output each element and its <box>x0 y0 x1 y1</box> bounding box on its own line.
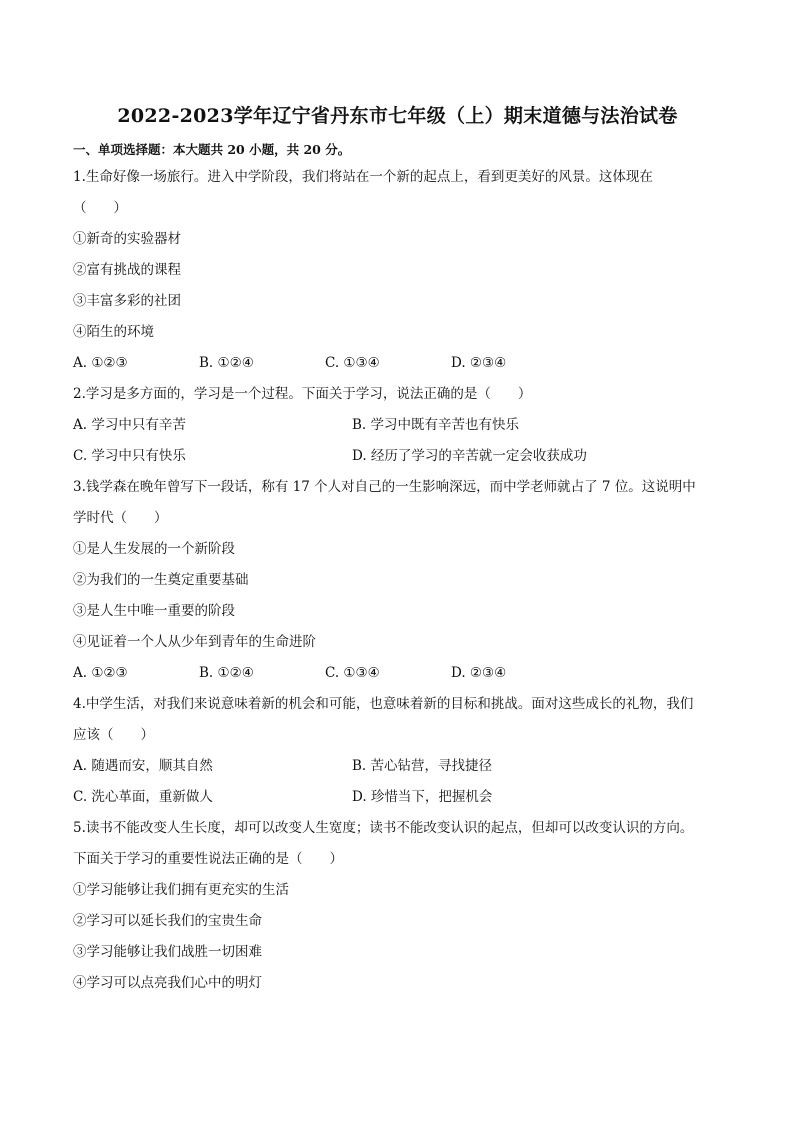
statement-item: ①学习能够让我们拥有更充实的生活 <box>73 882 289 898</box>
statement-item: ①新奇的实验器材 <box>73 231 181 247</box>
option-c: C. 洗心革面，重新做人 <box>73 789 213 805</box>
statement-item: ①是人生发展的一个新阶段 <box>73 541 235 557</box>
option-d: D. 经历了学习的辛苦就一定会收获成功 <box>352 448 587 464</box>
option-c: C. 学习中只有快乐 <box>73 448 186 464</box>
question-3 <box>73 472 722 689</box>
option-a: A. 随遇而安，顺其自然 <box>73 758 213 774</box>
option-c: C. ①③④ <box>325 355 380 371</box>
answer-options <box>73 751 722 813</box>
question-stem-line: 下面关于学习的重要性说法正确的是（ ） <box>73 851 343 867</box>
statement-item: ③是人生中唯一重要的阶段 <box>73 603 235 619</box>
statement-item: ②为我们的一生奠定重要基础 <box>73 572 249 588</box>
option-b: B. 苦心钻营，寻找捷径 <box>352 758 493 774</box>
statement-item: ④见证着一个人从少年到青年的生命进阶 <box>73 634 316 650</box>
section-heading: 一、单项选择题：本大题共 20 小题，共 20 分。 <box>73 142 351 157</box>
page-title: 2022-2023学年辽宁省丹东市七年级（上）期末道德与法治试卷 <box>117 105 678 127</box>
statement-item: ③丰富多彩的社团 <box>73 293 181 309</box>
question-5 <box>73 813 722 999</box>
statement-item: ④学习可以点亮我们心中的明灯 <box>73 975 262 991</box>
question-stem-line: 5.读书不能改变人生长度，却可以改变人生宽度；读书不能改变认识的起点，但却可以改变认识的方向。 <box>73 820 694 836</box>
option-d: D. ②③④ <box>451 665 507 681</box>
question-stem-line: 应该（ ） <box>73 727 154 743</box>
question-1 <box>73 162 722 379</box>
statement-item: ④陌生的环境 <box>73 324 154 340</box>
answer-options <box>73 348 722 379</box>
option-a: A. ①②③ <box>73 665 128 681</box>
question-stem-line: 2.学习是多方面的，学习是一个过程。下面关于学习，说法正确的是（ ） <box>73 386 532 402</box>
option-b: B. ①②④ <box>199 355 254 371</box>
answer-options <box>73 658 722 689</box>
option-d: D. 珍惜当下，把握机会 <box>352 789 493 805</box>
question-stem-line: （ ） <box>73 200 127 216</box>
option-b: B. ①②④ <box>199 665 254 681</box>
answer-options <box>73 410 722 472</box>
question-stem-line: 1.生命好像一场旅行。进入中学阶段，我们将站在一个新的起点上，看到更美好的风景。这体现在 <box>73 169 653 185</box>
option-c: C. ①③④ <box>325 665 380 681</box>
option-a: A. 学习中只有辛苦 <box>73 417 186 433</box>
option-d: D. ②③④ <box>451 355 507 371</box>
statement-item: ②富有挑战的课程 <box>73 262 181 278</box>
statement-item: ②学习可以延长我们的宝贵生命 <box>73 913 262 929</box>
option-b: B. 学习中既有辛苦也有快乐 <box>352 417 520 433</box>
question-stem-line: 学时代（ ） <box>73 510 168 526</box>
question-stem-line: 4.中学生活，对我们来说意味着新的机会和可能，也意味着新的目标和挑战。面对这些成长的礼物，我们 <box>73 696 694 712</box>
question-stem-line: 3.钱学森在晚年曾写下一段话，称有 17 个人对自己的一生影响深远，而中学老师就占了 7 位。这说明中 <box>73 479 696 495</box>
option-a: A. ①②③ <box>73 355 128 371</box>
question-2 <box>73 379 722 472</box>
question-4 <box>73 689 722 813</box>
statement-item: ③学习能够让我们战胜一切困难 <box>73 944 262 960</box>
